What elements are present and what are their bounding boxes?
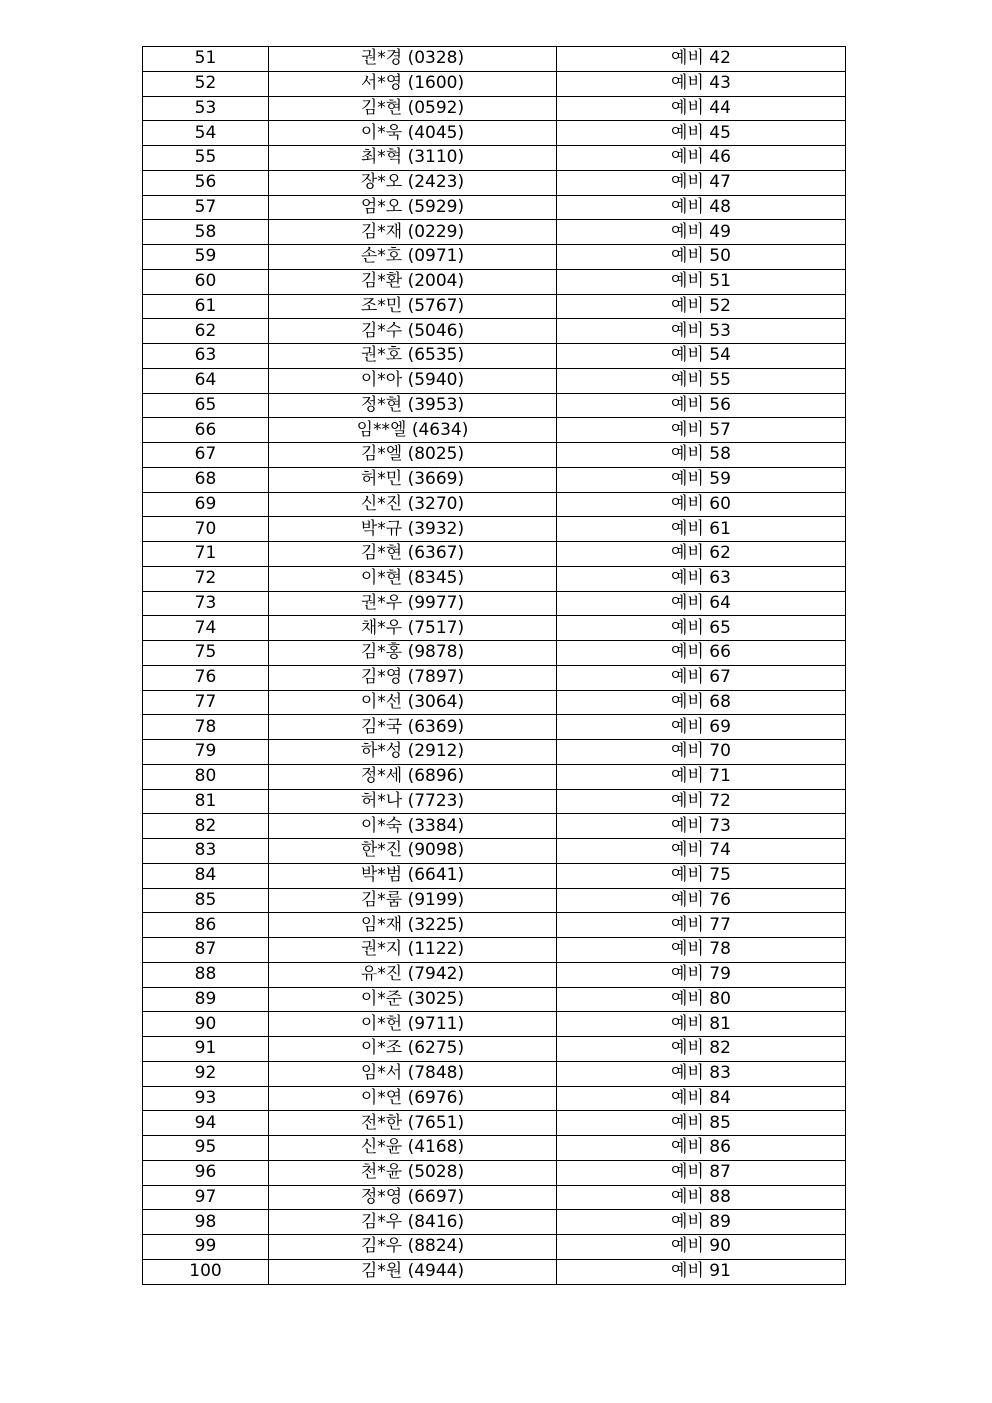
reserve-rank-cell: 예비 59: [557, 467, 846, 492]
applicant-name-cell: 박*규 (3932): [269, 517, 557, 542]
table-row: [143, 1086, 846, 1111]
table-row: [143, 913, 846, 938]
table-row: [143, 319, 846, 344]
applicant-name-cell: 이*아 (5940): [269, 368, 557, 393]
reserve-rank-cell: 예비 43: [557, 71, 846, 96]
reserve-rank-cell: 예비 73: [557, 814, 846, 839]
reserve-rank-cell: 예비 44: [557, 96, 846, 121]
applicant-name-cell: 이*헌 (9711): [269, 1012, 557, 1037]
reserve-rank-cell: 예비 69: [557, 715, 846, 740]
table-row: [143, 47, 846, 72]
row-number-cell: 83: [143, 839, 269, 864]
applicant-name-cell: 김*수 (5046): [269, 319, 557, 344]
waitlist-table-body: [143, 47, 846, 1285]
reserve-rank-cell: 예비 86: [557, 1136, 846, 1161]
applicant-name-cell: 정*세 (6896): [269, 764, 557, 789]
reserve-rank-cell: 예비 50: [557, 245, 846, 270]
table-row: [143, 344, 846, 369]
table-row: [143, 492, 846, 517]
table-row: [143, 467, 846, 492]
row-number-cell: 51: [143, 47, 269, 72]
row-number-cell: 75: [143, 641, 269, 666]
reserve-rank-cell: 예비 76: [557, 888, 846, 913]
table-row: [143, 1185, 846, 1210]
applicant-name-cell: 김*홍 (9878): [269, 641, 557, 666]
row-number-cell: 56: [143, 170, 269, 195]
table-row: [143, 839, 846, 864]
table-row: [143, 1012, 846, 1037]
row-number-cell: 52: [143, 71, 269, 96]
row-number-cell: 85: [143, 888, 269, 913]
applicant-name-cell: 서*영 (1600): [269, 71, 557, 96]
row-number-cell: 93: [143, 1086, 269, 1111]
reserve-rank-cell: 예비 55: [557, 368, 846, 393]
reserve-rank-cell: 예비 51: [557, 269, 846, 294]
applicant-name-cell: 이*숙 (3384): [269, 814, 557, 839]
reserve-rank-cell: 예비 61: [557, 517, 846, 542]
row-number-cell: 64: [143, 368, 269, 393]
table-row: [143, 764, 846, 789]
applicant-name-cell: 장*오 (2423): [269, 170, 557, 195]
row-number-cell: 79: [143, 740, 269, 765]
row-number-cell: 97: [143, 1185, 269, 1210]
reserve-rank-cell: 예비 72: [557, 789, 846, 814]
table-row: [143, 987, 846, 1012]
row-number-cell: 86: [143, 913, 269, 938]
applicant-name-cell: 김*국 (6369): [269, 715, 557, 740]
table-row: [143, 591, 846, 616]
row-number-cell: 66: [143, 418, 269, 443]
row-number-cell: 88: [143, 962, 269, 987]
applicant-name-cell: 천*윤 (5028): [269, 1160, 557, 1185]
reserve-rank-cell: 예비 80: [557, 987, 846, 1012]
table-row: [143, 294, 846, 319]
applicant-name-cell: 김*엘 (8025): [269, 443, 557, 468]
row-number-cell: 69: [143, 492, 269, 517]
row-number-cell: 91: [143, 1037, 269, 1062]
applicant-name-cell: 이*연 (6976): [269, 1086, 557, 1111]
applicant-name-cell: 권*우 (9977): [269, 591, 557, 616]
row-number-cell: 73: [143, 591, 269, 616]
applicant-name-cell: 허*나 (7723): [269, 789, 557, 814]
row-number-cell: 70: [143, 517, 269, 542]
table-row: [143, 368, 846, 393]
reserve-rank-cell: 예비 47: [557, 170, 846, 195]
applicant-name-cell: 이*현 (8345): [269, 566, 557, 591]
applicant-name-cell: 채*우 (7517): [269, 616, 557, 641]
row-number-cell: 71: [143, 542, 269, 567]
reserve-rank-cell: 예비 45: [557, 121, 846, 146]
applicant-name-cell: 하*성 (2912): [269, 740, 557, 765]
table-row: [143, 641, 846, 666]
row-number-cell: 80: [143, 764, 269, 789]
row-number-cell: 68: [143, 467, 269, 492]
row-number-cell: 62: [143, 319, 269, 344]
table-row: [143, 863, 846, 888]
reserve-rank-cell: 예비 91: [557, 1259, 846, 1284]
row-number-cell: 67: [143, 443, 269, 468]
reserve-rank-cell: 예비 89: [557, 1210, 846, 1235]
reserve-rank-cell: 예비 48: [557, 195, 846, 220]
row-number-cell: 60: [143, 269, 269, 294]
row-number-cell: 55: [143, 146, 269, 171]
table-row: [143, 888, 846, 913]
table-row: [143, 1210, 846, 1235]
row-number-cell: 94: [143, 1111, 269, 1136]
reserve-rank-cell: 예비 78: [557, 938, 846, 963]
row-number-cell: 72: [143, 566, 269, 591]
table-row: [143, 542, 846, 567]
row-number-cell: 78: [143, 715, 269, 740]
reserve-rank-cell: 예비 42: [557, 47, 846, 72]
reserve-rank-cell: 예비 75: [557, 863, 846, 888]
row-number-cell: 59: [143, 245, 269, 270]
reserve-rank-cell: 예비 82: [557, 1037, 846, 1062]
row-number-cell: 89: [143, 987, 269, 1012]
row-number-cell: 100: [143, 1259, 269, 1284]
reserve-rank-cell: 예비 66: [557, 641, 846, 666]
table-row: [143, 517, 846, 542]
reserve-rank-cell: 예비 49: [557, 220, 846, 245]
applicant-name-cell: 김*우 (8824): [269, 1235, 557, 1260]
table-row: [143, 245, 846, 270]
row-number-cell: 81: [143, 789, 269, 814]
reserve-rank-cell: 예비 67: [557, 665, 846, 690]
applicant-name-cell: 권*호 (6535): [269, 344, 557, 369]
reserve-rank-cell: 예비 85: [557, 1111, 846, 1136]
table-row: [143, 616, 846, 641]
row-number-cell: 82: [143, 814, 269, 839]
table-row: [143, 96, 846, 121]
applicant-name-cell: 유*진 (7942): [269, 962, 557, 987]
table-row: [143, 1111, 846, 1136]
applicant-name-cell: 조*민 (5767): [269, 294, 557, 319]
applicant-name-cell: 권*지 (1122): [269, 938, 557, 963]
row-number-cell: 92: [143, 1061, 269, 1086]
reserve-rank-cell: 예비 87: [557, 1160, 846, 1185]
table-row: [143, 690, 846, 715]
table-row: [143, 1235, 846, 1260]
table-row: [143, 938, 846, 963]
table-row: [143, 393, 846, 418]
table-row: [143, 71, 846, 96]
applicant-name-cell: 엄*오 (5929): [269, 195, 557, 220]
row-number-cell: 63: [143, 344, 269, 369]
row-number-cell: 96: [143, 1160, 269, 1185]
table-row: [143, 443, 846, 468]
row-number-cell: 77: [143, 690, 269, 715]
applicant-name-cell: 김*룸 (9199): [269, 888, 557, 913]
table-row: [143, 146, 846, 171]
table-row: [143, 269, 846, 294]
table-row: [143, 1136, 846, 1161]
table-row: [143, 1259, 846, 1284]
applicant-name-cell: 김*원 (4944): [269, 1259, 557, 1284]
reserve-rank-cell: 예비 64: [557, 591, 846, 616]
table-row: [143, 1061, 846, 1086]
applicant-name-cell: 최*혁 (3110): [269, 146, 557, 171]
table-row: [143, 665, 846, 690]
applicant-name-cell: 정*영 (6697): [269, 1185, 557, 1210]
reserve-rank-cell: 예비 46: [557, 146, 846, 171]
table-row: [143, 195, 846, 220]
applicant-name-cell: 김*영 (7897): [269, 665, 557, 690]
applicant-name-cell: 임*서 (7848): [269, 1061, 557, 1086]
row-number-cell: 76: [143, 665, 269, 690]
applicant-name-cell: 이*조 (6275): [269, 1037, 557, 1062]
applicant-name-cell: 김*환 (2004): [269, 269, 557, 294]
table-row: [143, 1160, 846, 1185]
reserve-rank-cell: 예비 77: [557, 913, 846, 938]
reserve-rank-cell: 예비 83: [557, 1061, 846, 1086]
table-row: [143, 740, 846, 765]
reserve-rank-cell: 예비 52: [557, 294, 846, 319]
reserve-rank-cell: 예비 58: [557, 443, 846, 468]
row-number-cell: 87: [143, 938, 269, 963]
row-number-cell: 53: [143, 96, 269, 121]
applicant-name-cell: 이*욱 (4045): [269, 121, 557, 146]
row-number-cell: 65: [143, 393, 269, 418]
reserve-rank-cell: 예비 81: [557, 1012, 846, 1037]
table-row: [143, 962, 846, 987]
applicant-name-cell: 김*현 (6367): [269, 542, 557, 567]
applicant-name-cell: 이*준 (3025): [269, 987, 557, 1012]
table-row: [143, 789, 846, 814]
table-row: [143, 220, 846, 245]
waitlist-table: [142, 46, 846, 1285]
reserve-rank-cell: 예비 70: [557, 740, 846, 765]
row-number-cell: 61: [143, 294, 269, 319]
reserve-rank-cell: 예비 74: [557, 839, 846, 864]
applicant-name-cell: 한*진 (9098): [269, 839, 557, 864]
reserve-rank-cell: 예비 54: [557, 344, 846, 369]
row-number-cell: 84: [143, 863, 269, 888]
applicant-name-cell: 박*범 (6641): [269, 863, 557, 888]
table-row: [143, 170, 846, 195]
table-row: [143, 121, 846, 146]
reserve-rank-cell: 예비 53: [557, 319, 846, 344]
applicant-name-cell: 이*선 (3064): [269, 690, 557, 715]
reserve-rank-cell: 예비 56: [557, 393, 846, 418]
table-row: [143, 566, 846, 591]
reserve-rank-cell: 예비 68: [557, 690, 846, 715]
reserve-rank-cell: 예비 60: [557, 492, 846, 517]
reserve-rank-cell: 예비 63: [557, 566, 846, 591]
row-number-cell: 57: [143, 195, 269, 220]
table-row: [143, 814, 846, 839]
row-number-cell: 95: [143, 1136, 269, 1161]
row-number-cell: 98: [143, 1210, 269, 1235]
reserve-rank-cell: 예비 90: [557, 1235, 846, 1260]
applicant-name-cell: 신*윤 (4168): [269, 1136, 557, 1161]
applicant-name-cell: 임*재 (3225): [269, 913, 557, 938]
applicant-name-cell: 정*현 (3953): [269, 393, 557, 418]
row-number-cell: 58: [143, 220, 269, 245]
applicant-name-cell: 김*현 (0592): [269, 96, 557, 121]
applicant-name-cell: 권*경 (0328): [269, 47, 557, 72]
reserve-rank-cell: 예비 65: [557, 616, 846, 641]
row-number-cell: 74: [143, 616, 269, 641]
reserve-rank-cell: 예비 84: [557, 1086, 846, 1111]
reserve-rank-cell: 예비 79: [557, 962, 846, 987]
table-row: [143, 1037, 846, 1062]
applicant-name-cell: 김*우 (8416): [269, 1210, 557, 1235]
row-number-cell: 90: [143, 1012, 269, 1037]
row-number-cell: 54: [143, 121, 269, 146]
reserve-rank-cell: 예비 71: [557, 764, 846, 789]
applicant-name-cell: 손*호 (0971): [269, 245, 557, 270]
applicant-name-cell: 임**엘 (4634): [269, 418, 557, 443]
table-row: [143, 418, 846, 443]
table-row: [143, 715, 846, 740]
reserve-rank-cell: 예비 62: [557, 542, 846, 567]
applicant-name-cell: 김*재 (0229): [269, 220, 557, 245]
row-number-cell: 99: [143, 1235, 269, 1260]
reserve-rank-cell: 예비 57: [557, 418, 846, 443]
reserve-rank-cell: 예비 88: [557, 1185, 846, 1210]
applicant-name-cell: 신*진 (3270): [269, 492, 557, 517]
applicant-name-cell: 전*한 (7651): [269, 1111, 557, 1136]
applicant-name-cell: 허*민 (3669): [269, 467, 557, 492]
